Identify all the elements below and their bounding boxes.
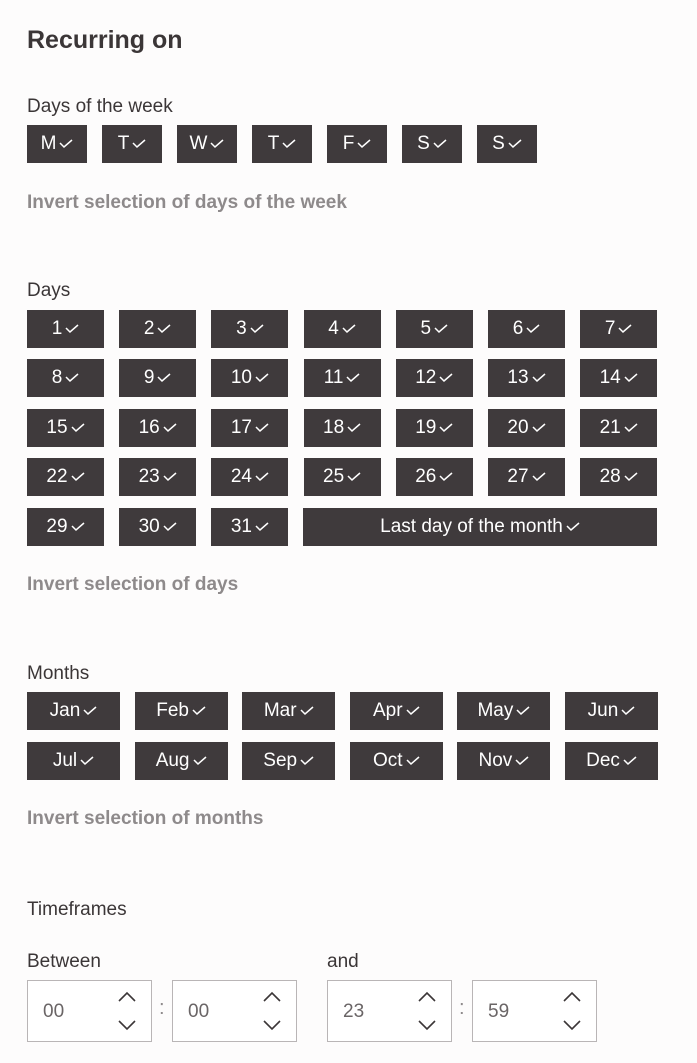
day-toggle-label: 9: [143, 367, 155, 388]
checkmark-icon: [300, 706, 314, 716]
day-toggle[interactable]: [580, 458, 657, 496]
checkmark-icon: [192, 706, 206, 716]
checkmark-icon: [163, 423, 177, 433]
day-toggle-label: 12: [415, 367, 437, 388]
checkmark-icon: [624, 472, 638, 482]
invert-months-link[interactable]: Invert selection of months: [27, 808, 264, 829]
day-toggle-label: 21: [599, 417, 621, 438]
day-toggle-label: 7: [604, 318, 616, 339]
day-toggle[interactable]: [119, 359, 196, 397]
checkmark-icon: [532, 472, 546, 482]
checkmark-icon: [71, 472, 85, 482]
month-toggle[interactable]: [457, 742, 550, 780]
checkmark-icon: [508, 139, 522, 149]
day-toggle-label: 5: [420, 318, 432, 339]
weekday-toggle[interactable]: [327, 125, 387, 163]
month-toggle[interactable]: [565, 692, 658, 730]
day-toggle-label: 26: [415, 466, 437, 487]
month-toggle-label: Jun: [587, 700, 619, 721]
day-toggle[interactable]: [119, 310, 196, 348]
weekday-toggle-label: F: [342, 133, 355, 154]
chevron-down-icon[interactable]: [262, 1018, 282, 1032]
checkmark-icon: [624, 423, 638, 433]
day-toggle-label: 20: [507, 417, 529, 438]
end-hour-value[interactable]: 23: [343, 1001, 365, 1022]
day-toggle[interactable]: [27, 409, 104, 447]
checkmark-icon: [250, 324, 264, 334]
page-title: Recurring on: [27, 26, 183, 54]
day-toggle[interactable]: [396, 310, 473, 348]
day-toggle-label: 22: [46, 466, 68, 487]
time-separator: :: [459, 997, 465, 1019]
chevron-down-icon[interactable]: [117, 1018, 137, 1032]
checkmark-icon: [516, 706, 530, 716]
day-toggle[interactable]: [211, 508, 288, 546]
time-separator: :: [159, 997, 165, 1019]
day-toggle[interactable]: [580, 310, 657, 348]
weekday-toggle-label: S: [492, 133, 505, 154]
checkmark-icon: [526, 324, 540, 334]
checkmark-icon: [255, 373, 269, 383]
checkmark-icon: [65, 324, 79, 334]
checkmark-icon: [515, 756, 529, 766]
day-toggle[interactable]: [304, 458, 381, 496]
day-toggle[interactable]: [580, 359, 657, 397]
checkmark-icon: [71, 423, 85, 433]
day-toggle-label: 30: [138, 516, 160, 537]
day-toggle-label: 29: [46, 516, 68, 537]
start-minute-spinner[interactable]: [172, 980, 297, 1042]
month-toggle[interactable]: [350, 742, 443, 780]
checkmark-icon: [406, 706, 420, 716]
day-toggle-label: 17: [230, 417, 252, 438]
checkmark-icon: [210, 139, 224, 149]
day-toggle[interactable]: [304, 310, 381, 348]
checkmark-icon: [618, 324, 632, 334]
start-hour-value[interactable]: 00: [43, 1001, 65, 1022]
checkmark-icon: [624, 373, 638, 383]
day-toggle-label: 8: [51, 367, 63, 388]
checkmark-icon: [347, 472, 361, 482]
day-toggle-label: 24: [230, 466, 252, 487]
checkmark-icon: [439, 472, 453, 482]
month-toggle[interactable]: [135, 692, 228, 730]
days-of-week-label: Days of the week: [27, 96, 173, 117]
day-toggle-label: 18: [323, 417, 345, 438]
month-toggle-label: Jan: [49, 700, 81, 721]
weekday-toggle[interactable]: [102, 125, 162, 163]
day-toggle[interactable]: [304, 359, 381, 397]
day-toggle-label: 14: [599, 367, 621, 388]
day-toggle[interactable]: [580, 409, 657, 447]
day-toggle[interactable]: [119, 458, 196, 496]
checkmark-icon: [342, 324, 356, 334]
day-toggle[interactable]: [396, 359, 473, 397]
last-day-of-month-toggle[interactable]: [303, 508, 657, 546]
weekday-toggle[interactable]: [177, 125, 237, 163]
month-toggle[interactable]: [242, 692, 335, 730]
month-toggle-label: Dec: [586, 750, 620, 771]
checkmark-icon: [80, 756, 94, 766]
month-toggle[interactable]: [565, 742, 658, 780]
checkmark-icon: [255, 423, 269, 433]
and-label: and: [327, 951, 359, 972]
checkmark-icon: [71, 522, 85, 532]
chevron-up-icon[interactable]: [562, 990, 582, 1004]
checkmark-icon: [163, 522, 177, 532]
day-toggle[interactable]: [488, 458, 565, 496]
day-toggle[interactable]: [211, 409, 288, 447]
start-hour-spinner[interactable]: [27, 980, 152, 1042]
day-toggle[interactable]: [211, 458, 288, 496]
months-label: Months: [27, 663, 90, 684]
month-toggle-label: May: [477, 700, 514, 721]
day-toggle-label: 6: [512, 318, 524, 339]
weekday-toggle[interactable]: [27, 125, 87, 163]
month-toggle-label: Mar: [263, 700, 297, 721]
day-toggle[interactable]: [27, 310, 104, 348]
month-toggle[interactable]: [350, 692, 443, 730]
day-toggle-label: 19: [415, 417, 437, 438]
day-toggle-label: 13: [507, 367, 529, 388]
checkmark-icon: [157, 373, 171, 383]
weekday-toggle-label: S: [417, 133, 430, 154]
day-toggle-label: 3: [236, 318, 247, 339]
day-toggle-label: 28: [599, 466, 621, 487]
month-toggle-label: Aug: [155, 750, 190, 771]
day-toggle[interactable]: [211, 310, 288, 348]
checkmark-icon: [532, 423, 546, 433]
checkmark-icon: [300, 756, 314, 766]
chevron-up-icon[interactable]: [262, 990, 282, 1004]
weekday-toggle[interactable]: [252, 125, 312, 163]
day-toggle[interactable]: [488, 310, 565, 348]
day-toggle[interactable]: [27, 359, 104, 397]
checkmark-icon: [132, 139, 146, 149]
end-minute-spinner[interactable]: [472, 980, 597, 1042]
invert-days-link[interactable]: Invert selection of days: [27, 574, 239, 595]
day-toggle[interactable]: [488, 359, 565, 397]
checkmark-icon: [346, 373, 360, 383]
invert-days-of-week-link[interactable]: Invert selection of days of the week: [27, 192, 347, 213]
month-toggle-label: Sep: [263, 750, 298, 771]
weekday-toggle[interactable]: [477, 125, 537, 163]
end-hour-spinner[interactable]: [327, 980, 452, 1042]
checkmark-icon: [59, 139, 73, 149]
month-toggle[interactable]: [27, 692, 120, 730]
checkmark-icon: [163, 472, 177, 482]
day-toggle[interactable]: [304, 409, 381, 447]
day-toggle[interactable]: [396, 458, 473, 496]
day-toggle-label: 2: [143, 318, 155, 339]
checkmark-icon: [439, 423, 453, 433]
checkmark-icon: [193, 756, 207, 766]
day-toggle-label: 27: [507, 466, 529, 487]
checkmark-icon: [439, 373, 453, 383]
days-label: Days: [27, 280, 71, 301]
start-minute-value[interactable]: 00: [188, 1001, 210, 1022]
checkmark-icon: [83, 706, 97, 716]
day-toggle[interactable]: [27, 458, 104, 496]
month-toggle[interactable]: [457, 692, 550, 730]
chevron-up-icon[interactable]: [117, 990, 137, 1004]
day-toggle-label: 16: [138, 417, 160, 438]
checkmark-icon: [434, 324, 448, 334]
month-toggle[interactable]: [135, 742, 228, 780]
checkmark-icon: [532, 373, 546, 383]
day-toggle-label: 25: [323, 466, 345, 487]
weekday-toggle-label: T: [117, 133, 130, 154]
checkmark-icon: [433, 139, 447, 149]
day-toggle-label: 11: [323, 367, 344, 388]
checkmark-icon: [282, 139, 296, 149]
day-toggle[interactable]: [27, 508, 104, 546]
day-toggle-label: 31: [230, 516, 252, 537]
month-toggle[interactable]: [242, 742, 335, 780]
day-toggle[interactable]: [119, 409, 196, 447]
month-toggle-label: Nov: [478, 750, 513, 771]
weekday-toggle-label: M: [40, 133, 57, 154]
chevron-down-icon[interactable]: [562, 1018, 582, 1032]
day-toggle-label: 4: [328, 318, 339, 339]
checkmark-icon: [255, 522, 269, 532]
month-toggle-label: Oct: [373, 750, 403, 771]
checkmark-icon: [566, 522, 580, 532]
end-minute-value[interactable]: 59: [488, 1001, 510, 1022]
weekday-toggle[interactable]: [402, 125, 462, 163]
checkmark-icon: [406, 756, 420, 766]
weekday-toggle-label: W: [189, 133, 208, 154]
month-toggle[interactable]: [27, 742, 120, 780]
chevron-up-icon[interactable]: [417, 990, 437, 1004]
checkmark-icon: [347, 423, 361, 433]
checkmark-icon: [621, 706, 635, 716]
weekday-toggle-label: T: [267, 133, 280, 154]
day-toggle[interactable]: [119, 508, 196, 546]
month-toggle-label: Jul: [52, 750, 78, 771]
day-toggle[interactable]: [396, 409, 473, 447]
checkmark-icon: [255, 472, 269, 482]
checkmark-icon: [357, 139, 371, 149]
day-toggle-label: 1: [51, 318, 63, 339]
last-day-of-month-toggle-label: Last day of the month: [380, 516, 563, 537]
month-toggle-label: Feb: [156, 700, 189, 721]
day-toggle-label: 23: [138, 466, 160, 487]
day-toggle-label: 10: [230, 367, 252, 388]
between-label: Between: [27, 951, 101, 972]
checkmark-icon: [157, 324, 171, 334]
timeframes-label: Timeframes: [27, 899, 127, 920]
chevron-down-icon[interactable]: [417, 1018, 437, 1032]
checkmark-icon: [623, 756, 637, 766]
checkmark-icon: [65, 373, 79, 383]
day-toggle-label: 15: [46, 417, 68, 438]
day-toggle[interactable]: [211, 359, 288, 397]
month-toggle-label: Apr: [373, 700, 403, 721]
day-toggle[interactable]: [488, 409, 565, 447]
